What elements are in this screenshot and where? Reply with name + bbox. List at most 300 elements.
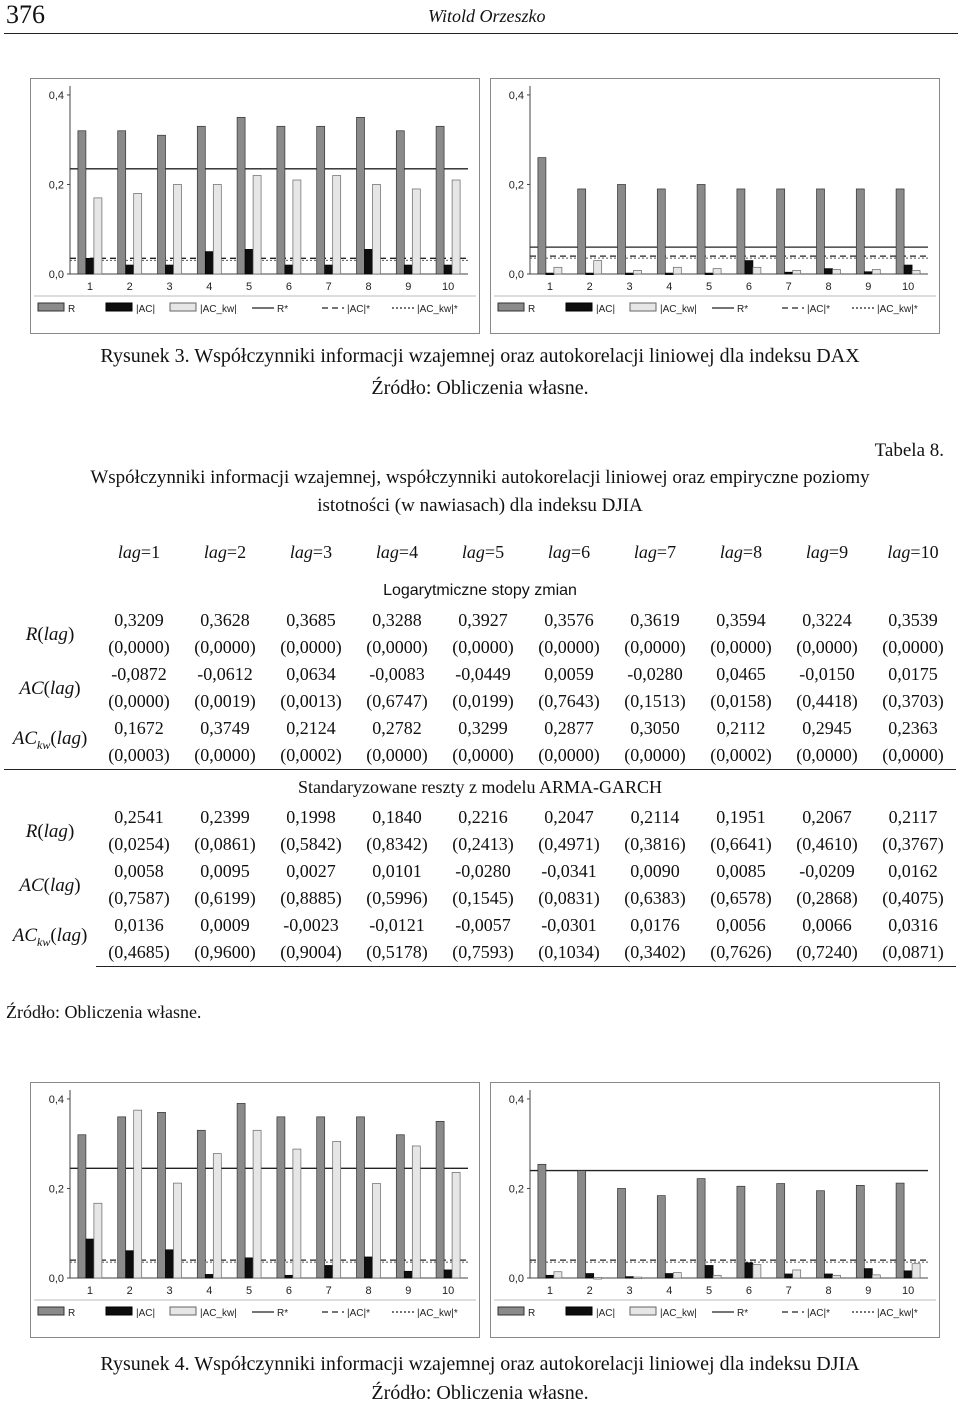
- coef-cell: 0,3619: [630, 610, 680, 630]
- lag-header: [526, 531, 612, 573]
- legend-label: R*: [277, 1308, 289, 1319]
- bar-ackw: [373, 1184, 381, 1278]
- figure-4-caption: Rysunek 4. Współczynniki informacji wzajemnej oraz autokorelacji liniowej dla indeksu DJIA: [100, 1353, 860, 1375]
- y-tick-label: 0,2: [48, 179, 64, 192]
- legend-label: R*: [277, 304, 289, 315]
- bar-ackw: [174, 184, 182, 274]
- pvalue-cell: (0,0000): [108, 637, 170, 657]
- bar-ackw: [793, 270, 801, 274]
- bar-ac: [126, 1251, 134, 1278]
- header-rule: [4, 33, 958, 34]
- coef-cell: 0,3576: [544, 610, 594, 630]
- x-tick-label: 1: [546, 1285, 553, 1297]
- legend-label: |AC|*: [347, 304, 370, 315]
- bar-r: [777, 1184, 785, 1278]
- x-tick-label: 8: [825, 281, 832, 293]
- pvalue-cell: (0,3767): [882, 834, 944, 854]
- pvalue-cell: (0,0013): [280, 691, 342, 711]
- y-tick-label: 0,0: [48, 1273, 64, 1285]
- pvalue-cell: (0,3703): [882, 691, 944, 711]
- bar-ac: [86, 1239, 94, 1278]
- pvalue-cell: (0,8342): [366, 834, 428, 854]
- pvalue-cell: (0,7593): [440, 939, 526, 967]
- coef-cell: 0,3628: [200, 610, 250, 630]
- legend-label: |AC|: [596, 304, 616, 315]
- row-label-main: R: [25, 623, 38, 645]
- bar-ackw: [174, 1183, 182, 1278]
- x-tick-label: 9: [405, 281, 412, 293]
- x-tick-label: 6: [745, 1285, 752, 1297]
- y-tick-label: 0,4: [508, 89, 524, 102]
- x-tick-label: 5: [706, 281, 713, 293]
- coef-cell: -0,0209: [799, 861, 855, 881]
- coef-cell: -0,0057: [455, 915, 511, 935]
- bar-r: [777, 189, 785, 274]
- bar-ackw: [713, 1275, 721, 1278]
- y-tick-label: 0,0: [508, 1273, 524, 1285]
- coef-cell: 0,0175: [888, 664, 938, 684]
- bar-ac: [626, 1277, 634, 1279]
- coef-cell: 0,2047: [544, 807, 594, 827]
- pvalue-cell: (0,5842): [280, 834, 342, 854]
- pvalue-cell: (0,7240): [784, 939, 870, 967]
- coef-cell: 0,3288: [372, 610, 422, 630]
- bar-r: [436, 1121, 444, 1278]
- table-source: Źródło: Obliczenia własne.: [6, 1002, 202, 1022]
- pvalue-cell: (0,9004): [268, 939, 354, 967]
- bar-ac: [586, 1274, 594, 1278]
- bar-ackw: [412, 189, 420, 274]
- bar-r: [277, 126, 285, 274]
- row-label-lag: lag: [50, 874, 75, 896]
- pvalue-cell: (0,6641): [710, 834, 772, 854]
- bar-ackw: [452, 180, 460, 274]
- bar-ackw: [912, 1264, 920, 1278]
- chart-frame: [491, 1083, 940, 1338]
- x-tick-label: 5: [246, 1285, 253, 1297]
- bar-ackw: [912, 270, 920, 274]
- bar-r: [118, 1117, 126, 1278]
- bar-ackw: [793, 1270, 801, 1278]
- y-tick-label: 0,0: [508, 269, 524, 281]
- coef-cell: -0,0023: [283, 915, 339, 935]
- legend-swatch: [170, 1307, 196, 1315]
- pvalue-cell: (0,0002): [710, 745, 772, 765]
- pvalue-row: [4, 939, 956, 967]
- pvalue-cell: (0,0861): [194, 834, 256, 854]
- pvalue-cell: (0,0000): [710, 637, 772, 657]
- legend-label: R: [68, 304, 76, 315]
- pvalue-row: [4, 634, 956, 661]
- row-label-lag: lag: [56, 925, 81, 947]
- pvalue-cell: (0,4610): [796, 834, 858, 854]
- coef-cell: 0,3594: [716, 610, 766, 630]
- legend-label: |AC_kw|: [200, 1308, 237, 1319]
- bar-ac: [166, 265, 174, 274]
- x-tick-label: 2: [586, 281, 593, 293]
- coef-row: [4, 912, 956, 939]
- x-tick-label: 9: [405, 1285, 412, 1297]
- x-tick-label: 2: [126, 281, 133, 293]
- coef-cell: 0,0059: [544, 664, 594, 684]
- pvalue-cell: (0,4971): [538, 834, 600, 854]
- coef-cell: 0,3685: [286, 610, 336, 630]
- bar-ac: [546, 273, 554, 275]
- bar-ackw: [673, 267, 681, 274]
- bar-ac: [404, 1271, 412, 1278]
- coef-cell: -0,0301: [541, 915, 597, 935]
- pvalue-cell: (0,0002): [280, 745, 342, 765]
- coef-cell: -0,0341: [541, 861, 597, 881]
- bar-r: [277, 1117, 285, 1278]
- bar-ac: [205, 1274, 213, 1278]
- row-label-main: AC: [19, 677, 44, 699]
- pvalue-row: [4, 688, 956, 715]
- pvalue-cell: (0,1513): [624, 691, 686, 711]
- bar-r: [197, 126, 205, 274]
- coef-cell: 0,1840: [372, 807, 422, 827]
- pvalue-cell: (0,0000): [882, 745, 944, 765]
- coef-cell: 0,3209: [114, 610, 164, 630]
- pvalue-cell: (0,0254): [108, 834, 170, 854]
- djia-table: [4, 531, 956, 967]
- x-tick-label: 3: [626, 1285, 633, 1297]
- y-tick-label: 0,4: [48, 89, 64, 102]
- x-tick-label: 2: [126, 1285, 133, 1297]
- coef-cell: 0,2067: [802, 807, 852, 827]
- pvalue-cell: (0,7587): [108, 888, 170, 908]
- bar-ac: [745, 1263, 753, 1278]
- coef-cell: -0,0449: [455, 664, 511, 684]
- bar-r: [538, 1164, 546, 1278]
- legend-label: |AC|: [136, 1308, 156, 1319]
- legend-swatch: [38, 303, 64, 311]
- coef-cell: 0,3749: [200, 718, 250, 738]
- x-tick-label: 10: [901, 1285, 915, 1297]
- x-tick-label: 9: [865, 1285, 872, 1297]
- lag-header: [96, 531, 182, 573]
- pvalue-cell: (0,0000): [280, 637, 342, 657]
- pvalue-cell: (0,3816): [624, 834, 686, 854]
- bar-r: [657, 1196, 665, 1278]
- lag-value: =8: [742, 541, 763, 562]
- bar-ackw: [94, 1203, 102, 1278]
- legend-label: |AC_kw|: [660, 1308, 697, 1319]
- pvalue-cell: (0,0000): [452, 637, 514, 657]
- section-row: [4, 770, 956, 805]
- section-title: Standaryzowane reszty z modelu ARMA-GARCH: [4, 770, 956, 805]
- bar-ackw: [753, 267, 761, 274]
- pvalue-cell: (0,6199): [194, 888, 256, 908]
- pvalue-cell: (0,0003): [108, 745, 170, 765]
- lag-word: lag: [375, 541, 399, 562]
- bar-ackw: [594, 1278, 602, 1280]
- legend-label: |AC_kw|*: [877, 1308, 918, 1319]
- bar-ackw: [753, 1265, 761, 1278]
- lag-value: =9: [828, 541, 849, 562]
- x-tick-label: 1: [546, 281, 553, 293]
- coef-cell: 0,0085: [716, 861, 766, 881]
- bar-ackw: [293, 180, 301, 274]
- table-title-line2: istotności (w nawiasach) dla indeksu DJIA: [317, 495, 643, 516]
- legend-label: |AC_kw|*: [877, 304, 918, 315]
- bar-r: [657, 189, 665, 274]
- x-tick-label: 3: [166, 1285, 173, 1297]
- coef-cell: -0,0872: [111, 664, 167, 684]
- chart-frame: [491, 79, 940, 334]
- bar-ackw: [333, 176, 341, 274]
- bar-ackw: [833, 270, 841, 274]
- pvalue-cell: (0,7626): [698, 939, 784, 967]
- pvalue-cell: (0,0000): [366, 637, 428, 657]
- bar-ac: [86, 258, 94, 274]
- header-corner: [4, 531, 96, 573]
- legend-label: |AC|*: [347, 1308, 370, 1319]
- bar-ackw: [253, 176, 261, 274]
- bar-ackw: [94, 198, 102, 274]
- bar-ac: [245, 249, 253, 274]
- bar-ackw: [634, 1277, 642, 1279]
- legend-label: |AC_kw|: [200, 304, 237, 315]
- x-tick-label: 5: [246, 281, 253, 293]
- pvalue-cell: (0,0000): [882, 637, 944, 657]
- bar-r: [118, 131, 126, 274]
- lag-word: lag: [633, 541, 657, 562]
- bar-ac: [166, 1250, 174, 1278]
- bar-ac: [904, 265, 912, 274]
- legend-label: |AC|: [136, 304, 156, 315]
- coef-cell: 0,0162: [888, 861, 938, 881]
- coef-cell: 0,1951: [716, 807, 766, 827]
- pvalue-cell: (0,0000): [452, 745, 514, 765]
- x-tick-label: 7: [325, 281, 332, 293]
- bar-ackw: [872, 1275, 880, 1278]
- x-tick-label: 10: [441, 1285, 455, 1297]
- row-label-sub: kw: [37, 737, 51, 752]
- bar-ac: [404, 265, 412, 274]
- lag-value: =1: [140, 541, 161, 562]
- lag-header: [870, 531, 956, 573]
- bar-r: [78, 131, 86, 274]
- bar-ac: [665, 273, 673, 275]
- bar-r: [697, 184, 705, 274]
- pvalue-cell: (0,0000): [796, 637, 858, 657]
- coef-cell: 0,2877: [544, 718, 594, 738]
- bar-ac: [626, 273, 634, 275]
- figure-3-caption: Rysunek 3. Współczynniki informacji wzajemnej oraz autokorelacji liniowej dla indeksu DAX: [100, 345, 860, 367]
- lag-word: lag: [461, 541, 485, 562]
- x-tick-label: 8: [365, 1285, 372, 1297]
- coef-cell: 0,1672: [114, 718, 164, 738]
- coef-cell: 0,0066: [802, 915, 852, 935]
- bar-r: [357, 1117, 365, 1278]
- lag-word: lag: [719, 541, 743, 562]
- bar-ackw: [213, 184, 221, 274]
- x-tick-label: 1: [86, 1285, 93, 1297]
- bar-r: [697, 1179, 705, 1278]
- bar-r: [357, 117, 365, 274]
- lag-value: =7: [656, 541, 677, 562]
- legend-label: |AC|: [596, 1308, 616, 1319]
- coef-cell: 0,0027: [286, 861, 336, 881]
- pvalue-cell: (0,4418): [796, 691, 858, 711]
- pvalue-row: [4, 831, 956, 858]
- legend-swatch: [106, 1307, 132, 1315]
- bar-ackw: [293, 1149, 301, 1278]
- legend-swatch: [566, 303, 592, 311]
- bar-ac: [745, 261, 753, 274]
- row-label: R(lag): [25, 623, 75, 645]
- pvalue-cell: (0,5178): [354, 939, 440, 967]
- coef-cell: 0,0058: [114, 861, 164, 881]
- legend-label: |AC|*: [807, 1308, 830, 1319]
- pvalue-cell: (0,7643): [538, 691, 600, 711]
- pvalue-cell: (0,0000): [538, 637, 600, 657]
- bar-ackw: [833, 1275, 841, 1278]
- bar-ackw: [713, 269, 721, 274]
- bar-r: [856, 1185, 864, 1278]
- coef-cell: 0,0101: [372, 861, 422, 881]
- bar-r: [618, 1188, 626, 1278]
- section-title: Logarytmiczne stopy zmian: [383, 581, 577, 599]
- row-label: AC(lag): [19, 677, 81, 699]
- y-tick-label: 0,2: [48, 1183, 64, 1196]
- bar-r: [317, 1117, 325, 1278]
- x-tick-label: 7: [785, 1285, 792, 1297]
- bar-r: [737, 189, 745, 274]
- bar-ac: [825, 1274, 833, 1278]
- row-label-lag: lag: [50, 677, 75, 699]
- pvalue-cell: (0,9600): [182, 939, 268, 967]
- bar-ac: [665, 1274, 673, 1278]
- coef-cell: -0,0083: [369, 664, 425, 684]
- coef-cell: 0,0634: [286, 664, 336, 684]
- x-tick-label: 3: [626, 281, 633, 293]
- legend-swatch: [498, 303, 524, 311]
- coef-cell: 0,2112: [716, 718, 766, 738]
- bar-ac: [126, 265, 134, 274]
- legend-swatch: [170, 303, 196, 311]
- coef-cell: -0,0612: [197, 664, 253, 684]
- bar-ac: [864, 1269, 872, 1278]
- bar-ackw: [594, 261, 602, 274]
- coef-cell: -0,0150: [799, 664, 855, 684]
- legend-swatch: [106, 303, 132, 311]
- lag-header-row: [4, 531, 956, 573]
- lag-word: lag: [203, 541, 227, 562]
- coef-cell: 0,3927: [458, 610, 508, 630]
- bar-ackw: [554, 1272, 562, 1278]
- bar-r: [158, 135, 166, 274]
- bar-ac: [904, 1271, 912, 1278]
- x-tick-label: 8: [365, 281, 372, 293]
- x-tick-label: 7: [785, 281, 792, 293]
- bar-ac: [785, 1274, 793, 1278]
- bar-ackw: [673, 1273, 681, 1278]
- legend-swatch: [498, 1307, 524, 1315]
- lag-word: lag: [887, 541, 911, 562]
- bar-ac: [365, 249, 373, 274]
- bar-ac: [785, 272, 793, 274]
- bar-ac: [325, 265, 333, 274]
- figure-3-right: [490, 78, 940, 334]
- coef-cell: 0,3224: [802, 610, 852, 630]
- pvalue-cell: (0,0000): [194, 745, 256, 765]
- coef-cell: 0,2124: [286, 718, 336, 738]
- lag-value: =2: [226, 541, 247, 562]
- bar-ac: [245, 1258, 253, 1278]
- running-head-author: Witold Orzeszko: [428, 6, 546, 26]
- lag-word: lag: [289, 541, 313, 562]
- coef-cell: 0,0090: [630, 861, 680, 881]
- figure-4-right: [490, 1082, 940, 1338]
- x-tick-label: 8: [825, 1285, 832, 1297]
- pvalue-cell: (0,2868): [796, 888, 858, 908]
- bar-ac: [586, 273, 594, 275]
- legend-label: R: [68, 1308, 76, 1319]
- lag-value: =3: [312, 541, 333, 562]
- x-tick-label: 6: [745, 281, 752, 293]
- table-label: Tabela 8.: [874, 440, 944, 461]
- pvalue-cell: (0,0000): [194, 637, 256, 657]
- bar-r: [317, 126, 325, 274]
- coef-row: [4, 607, 956, 634]
- bar-ackw: [373, 184, 381, 274]
- y-tick-label: 0,2: [508, 1183, 524, 1196]
- coef-cell: 0,0009: [200, 915, 250, 935]
- pvalue-cell: (0,0000): [796, 745, 858, 765]
- bar-r: [436, 126, 444, 274]
- coef-cell: 0,3299: [458, 718, 508, 738]
- legend-label: |AC|*: [807, 304, 830, 315]
- lag-word: lag: [117, 541, 141, 562]
- bar-r: [578, 1171, 586, 1278]
- coef-row: [4, 661, 956, 688]
- y-tick-label: 0,4: [48, 1093, 64, 1106]
- bar-ac: [325, 1265, 333, 1278]
- bar-ackw: [134, 1110, 142, 1278]
- bar-r: [896, 189, 904, 274]
- figure-3-source: Źródło: Obliczenia własne.: [371, 377, 589, 399]
- coef-cell: 0,2363: [888, 718, 938, 738]
- row-label-main: AC: [12, 728, 37, 750]
- coef-row: [4, 715, 956, 742]
- lag-header: [354, 531, 440, 573]
- coef-cell: 0,0176: [630, 915, 680, 935]
- pvalue-cell: (0,6578): [710, 888, 772, 908]
- row-label-lag: lag: [43, 820, 68, 842]
- legend-label: |AC_kw|: [660, 304, 697, 315]
- pvalue-row: [4, 885, 956, 912]
- coef-cell: 0,0056: [716, 915, 766, 935]
- bar-ackw: [213, 1154, 221, 1278]
- y-tick-label: 0,2: [508, 179, 524, 192]
- pvalue-cell: (0,8885): [280, 888, 342, 908]
- x-tick-label: 7: [325, 1285, 332, 1297]
- pvalue-cell: (0,6383): [624, 888, 686, 908]
- coef-row: [4, 858, 956, 885]
- coef-cell: 0,1998: [286, 807, 336, 827]
- bar-r: [578, 189, 586, 274]
- row-label-main: AC: [12, 925, 37, 947]
- table-title-line1: Współczynniki informacji wzajemnej, współczynniki autokorelacji liniowej oraz empiryczne poziomy: [90, 467, 870, 488]
- bar-r: [817, 189, 825, 274]
- lag-header: [182, 531, 268, 573]
- x-tick-label: 4: [206, 281, 213, 293]
- x-tick-label: 4: [666, 1285, 673, 1297]
- pvalue-cell: (0,0000): [108, 691, 170, 711]
- coef-cell: -0,0280: [455, 861, 511, 881]
